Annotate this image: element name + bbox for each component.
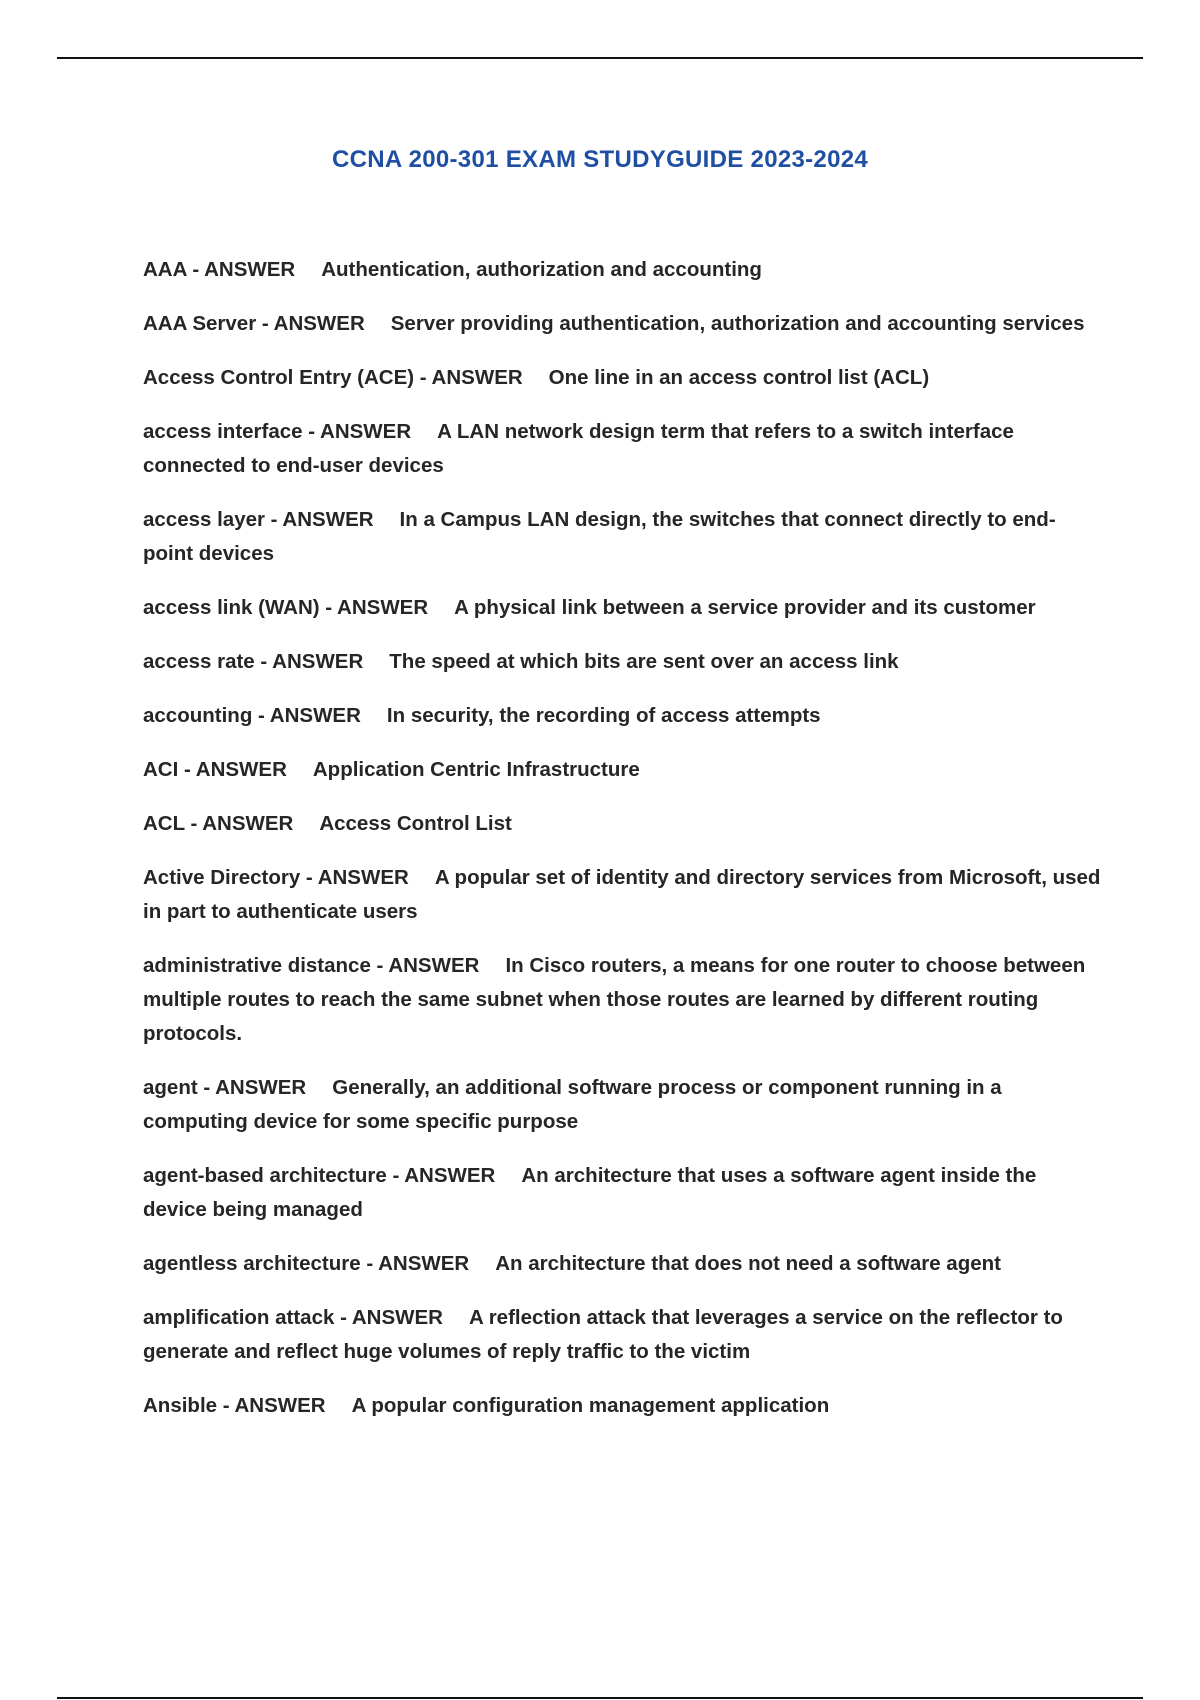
entry-term: Access Control Entry (ACE) - ANSWER bbox=[143, 366, 523, 389]
entry-definition: In a Campus LAN design, the switches that connect directly to end-point devices bbox=[143, 508, 1056, 565]
entry-term: administrative distance - ANSWER bbox=[143, 954, 480, 977]
glossary-entry bbox=[143, 949, 1103, 1051]
entry-term: access rate - ANSWER bbox=[143, 650, 364, 673]
entry-definition: A reflection attack that leverages a service on the reflector to generate and reflect huge volumes of reply traffic to the victim bbox=[143, 1306, 1063, 1363]
entry-definition: Authentication, authorization and accounting bbox=[321, 258, 762, 281]
glossary-entry bbox=[143, 1247, 1103, 1281]
entry-definition: Server providing authentication, authorization and accounting services bbox=[390, 312, 1085, 335]
entry-term: agent - ANSWER bbox=[143, 1076, 307, 1099]
glossary-entry bbox=[143, 253, 1103, 287]
entry-definition: A physical link between a service provider and its customer bbox=[454, 596, 1036, 619]
glossary-list bbox=[143, 253, 1103, 1443]
glossary-entry bbox=[143, 699, 1103, 733]
entry-term: ACL - ANSWER bbox=[143, 812, 294, 835]
entry-definition: In security, the recording of access attempts bbox=[386, 704, 821, 727]
glossary-entry bbox=[143, 503, 1103, 571]
entry-term: accounting - ANSWER bbox=[143, 704, 361, 727]
entry-term: access interface - ANSWER bbox=[143, 420, 412, 443]
entry-term: AAA - ANSWER bbox=[143, 258, 296, 281]
entry-term: Ansible - ANSWER bbox=[143, 1394, 326, 1417]
entry-definition: Generally, an additional software process or component running in a computing device for some specific purpose bbox=[143, 1076, 1002, 1133]
entry-definition: Application Centric Infrastructure bbox=[312, 758, 640, 781]
entry-definition: Access Control List bbox=[319, 812, 512, 835]
glossary-entry bbox=[143, 591, 1103, 625]
glossary-entry bbox=[143, 645, 1103, 679]
entry-term: amplification attack - ANSWER bbox=[143, 1306, 443, 1329]
entry-term: ACI - ANSWER bbox=[143, 758, 287, 781]
entry-definition: A popular set of identity and directory services from Microsoft, used in part to authenticate users bbox=[143, 866, 1101, 923]
glossary-entry bbox=[143, 1389, 1103, 1423]
entry-term: access layer - ANSWER bbox=[143, 508, 374, 531]
top-rule bbox=[57, 57, 1143, 59]
glossary-entry bbox=[143, 753, 1103, 787]
glossary-entry bbox=[143, 1159, 1103, 1227]
entry-definition: An architecture that does not need a software agent bbox=[495, 1252, 1001, 1275]
entry-definition: In Cisco routers, a means for one router to choose between multiple routes to reach the same subnet when those routes are learned by different routing protocols. bbox=[143, 954, 1086, 1045]
bottom-rule bbox=[57, 1697, 1143, 1699]
glossary-entry bbox=[143, 1071, 1103, 1139]
entry-term: agent-based architecture - ANSWER bbox=[143, 1164, 496, 1187]
entry-definition: An architecture that uses a software agent inside the device being managed bbox=[143, 1164, 1037, 1221]
entry-definition: One line in an access control list (ACL) bbox=[548, 366, 930, 389]
entry-definition: A popular configuration management application bbox=[351, 1394, 830, 1417]
entry-definition: The speed at which bits are sent over an access link bbox=[389, 650, 899, 673]
glossary-entry bbox=[143, 361, 1103, 395]
glossary-entry bbox=[143, 1301, 1103, 1369]
entry-term: access link (WAN) - ANSWER bbox=[143, 596, 429, 619]
glossary-entry bbox=[143, 415, 1103, 483]
entry-term: agentless architecture - ANSWER bbox=[143, 1252, 470, 1275]
glossary-entry bbox=[143, 861, 1103, 929]
entry-definition: A LAN network design term that refers to a switch interface connected to end-user devices bbox=[143, 420, 1014, 477]
glossary-entry bbox=[143, 307, 1103, 341]
entry-term: AAA Server - ANSWER bbox=[143, 312, 365, 335]
glossary-entry bbox=[143, 807, 1103, 841]
document-title: CCNA 200-301 EXAM STUDYGUIDE 2023-2024 bbox=[331, 146, 869, 173]
entry-term: Active Directory - ANSWER bbox=[143, 866, 409, 889]
